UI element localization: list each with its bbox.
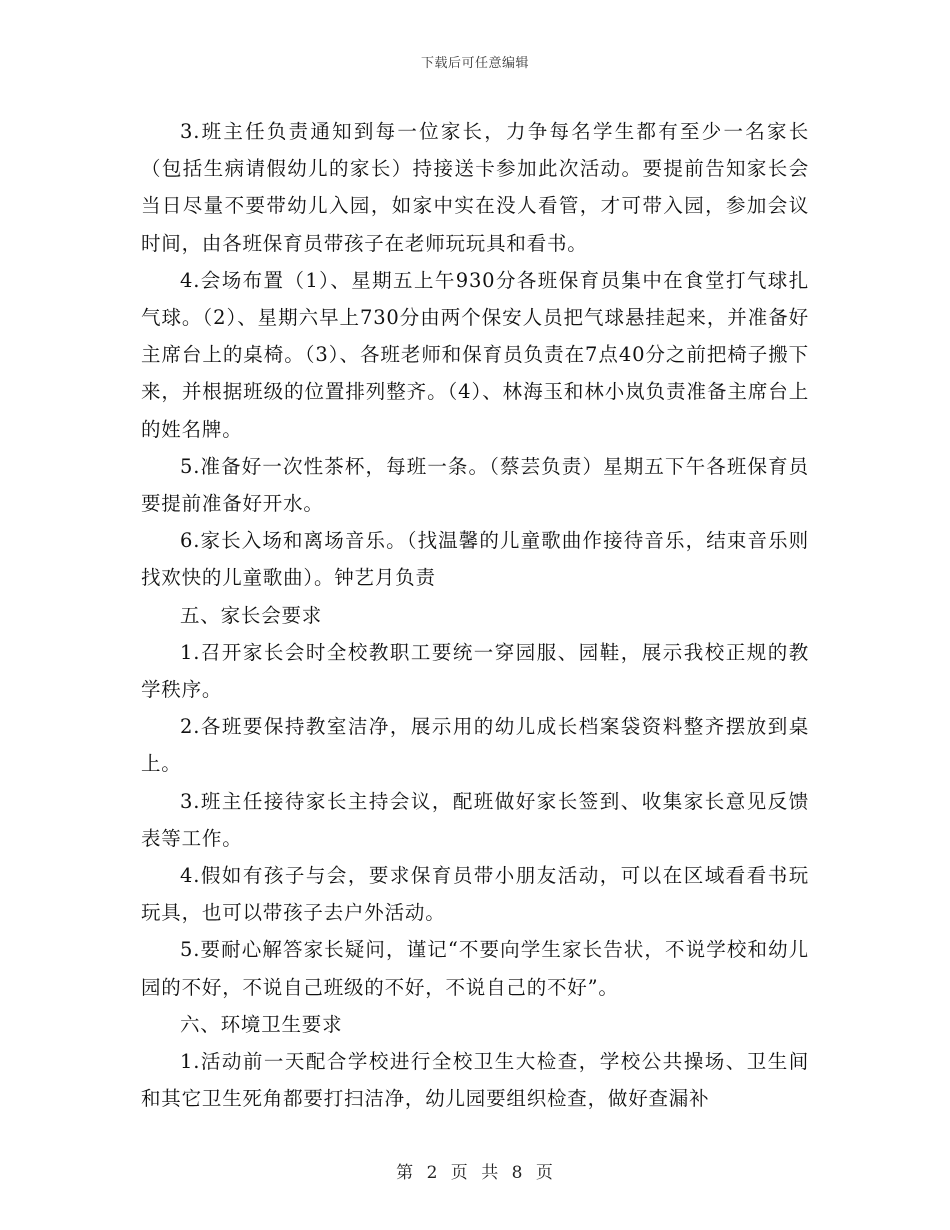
paragraph-reception: 3.班主任接待家长主持会议，配班做好家长签到、收集家长意见反馈表等工作。 — [141, 789, 809, 850]
paragraph-cups-water: 5.准备好一次性茶杯，每班一条。（蔡芸负责）星期五下午各班保育员要提前准备好开水。 — [141, 454, 809, 516]
paragraph-children-activity: 4.假如有孩子与会，要求保育员带小朋友活动，可以在区域看看书玩玩具，也可以带孩子去户外活动。 — [141, 864, 809, 925]
paragraph-answer-questions: 5.要耐心解答家长疑问，谨记“不要向学生家长告状，不说学校和幼儿园的不好，不说自己班级的不好，不说自己的不好”。 — [141, 938, 809, 999]
page-number-footer: 第 2 页 共 8 页 — [396, 1163, 554, 1183]
paragraph-notify-parents: 3.班主任负责通知到每一位家长，力争每名学生都有至少一名家长（包括生病请假幼儿的家长）持接送卡参加此次活动。要提前告知家长会当日尽量不要带幼儿入园，如家中实在没人看管，才可带入园，参加会议时间，由各班保育员带孩子在老师玩玩具和看书。 — [141, 120, 809, 255]
paragraph-hygiene-check: 1.活动前一天配合学校进行全校卫生大检查，学校公共操场、卫生间和其它卫生死角都要打扫洁净，幼儿园要组织检查，做好查漏补 — [141, 1050, 809, 1111]
section-title-meeting-requirements: 五、家长会要求 — [180, 603, 323, 627]
section-title-hygiene-requirements: 六、环境卫生要求 — [180, 1012, 343, 1036]
paragraph-venue-setup: 4.会场布置（1）、星期五上午930分各班保育员集中在食堂打气球扎气球。（2）、星期六早上730分由两个保安人员把气球悬挂起来，并准备好主席台上的桌椅。（3）、各班老师和保育员负责在7点40分之前把椅子搬下来，并根据班级的位置排列整齐。（4）、林海玉和林小岚负责准备主席台上的姓名牌。 — [141, 268, 809, 441]
paragraph-music: 6.家长入场和离场音乐。（找温馨的儿童歌曲作接待音乐，结束音乐则找欢快的儿童歌曲）。钟艺月负责 — [141, 529, 809, 590]
document-body — [141, 113, 809, 1117]
page-header: 下载后可任意编辑 — [420, 56, 529, 71]
paragraph-uniform: 1.召开家长会时全校教职工要统一穿园服、园鞋，展示我校正规的教学秩序。 — [141, 640, 809, 702]
paragraph-classroom-clean: 2.各班要保持教室洁净，展示用的幼儿成长档案袋资料整齐摆放到桌上。 — [141, 715, 809, 776]
